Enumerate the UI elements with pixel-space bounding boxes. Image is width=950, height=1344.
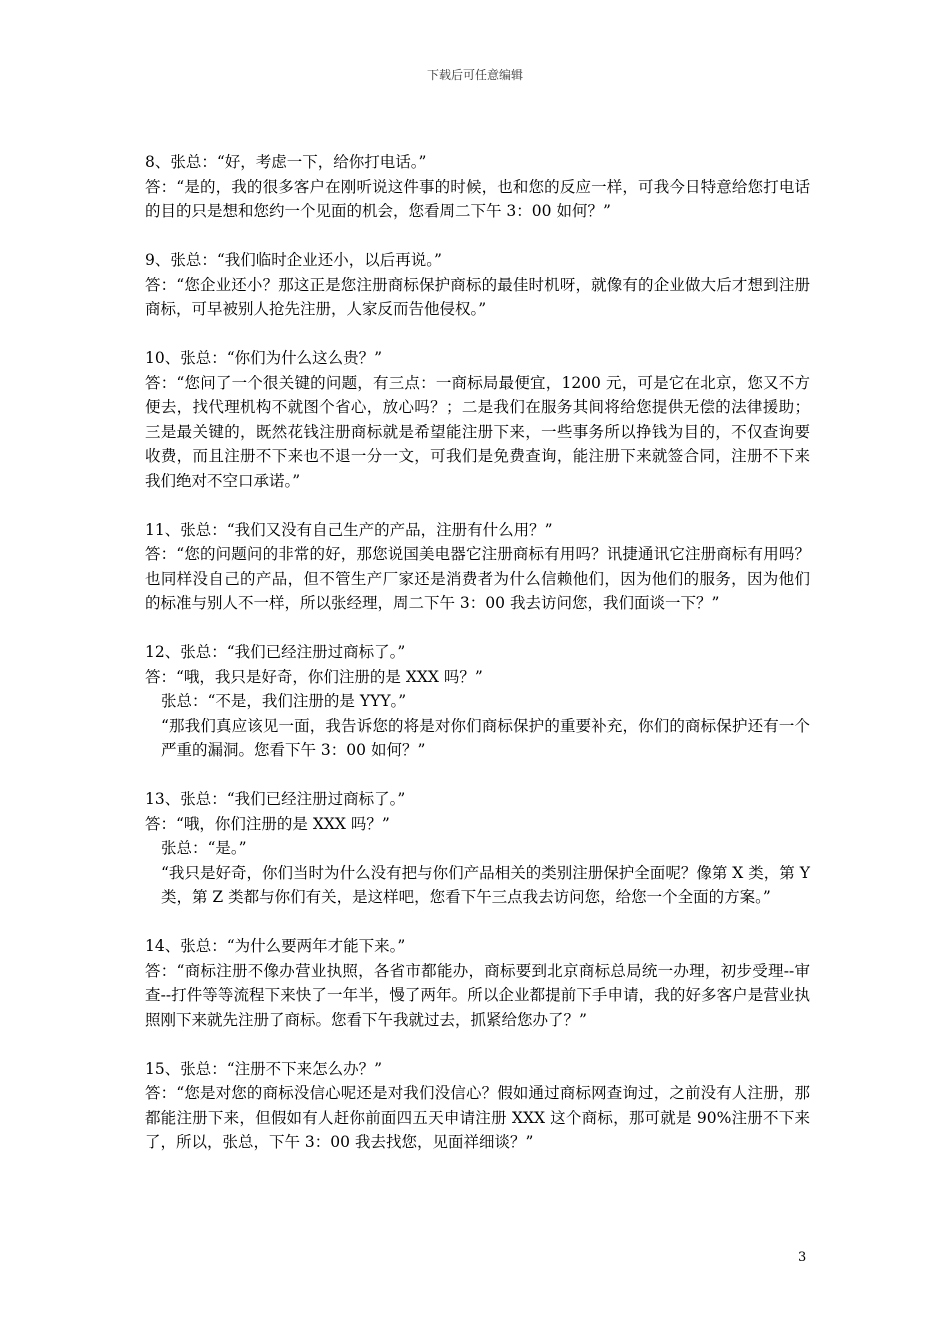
answer-line: 答：“是的，我的很多客户在刚听说这件事的时候，也和您的反应一样，可我今日特意给您打电话的目的只是想和您约一个见面的机会，您看周二下午 3：00 如何？” [145,177,810,220]
answer-line: “那我们真应该见一面，我告诉您的将是对你们商标保护的重要补充，你们的商标保护还有一个严重的漏洞。您看下午 3：00 如何？” [161,716,810,759]
qa-section [145,150,810,224]
answer-line: 张总：“是。” [161,839,247,857]
answer-line: 答：“您的问题问的非常的好，那您说国美电器它注册商标有用吗？讯捷通讯它注册商标有用吗？也同样没自己的产品，但不管生产厂家还是消费者为什么信赖他们，因为他们的服务，因为他们的标准与别人不一样，所以张经理，周二下午 3：00 我去访问您，我们面谈一下？” [145,545,810,612]
qa-section [145,1057,810,1155]
qa-section [145,787,810,910]
answer-line: 答：“您问了一个很关键的问题，有三点：一商标局最便宜，1200 元，可是它在北京，您又不方便去，找代理机构不就图个省心，放心吗？；二是我们在服务其间将给您提供无偿的法律援助；三是最关键的，既然花钱注册商标就是希望能注册下来，一些事务所以挣钱为目的，不仅查询要收费，而且注册不下来也不退一分一文，可我们是免费查询，能注册下来就签合同，注册不下来我们绝对不空口承诺。” [145,373,810,490]
question-line: 15、张总：“注册不下来怎么办？” [145,1059,383,1078]
qa-section [145,248,810,322]
question-line: 13、张总：“我们已经注册过商标了。” [145,790,406,808]
document-body [145,150,810,1179]
qa-section [145,640,810,763]
qa-section [145,518,810,616]
answer-line: “我只是好奇，你们当时为什么没有把与你们产品相关的类别注册保护全面呢？像第 X 类，第 Y 类，第 Z 类都与你们有关，是这样吧，您看下午三点我去访问您，给您一个全面的方案。” [161,863,810,906]
answer-line: 答：“商标注册不像办营业执照，各省市都能办，商标要到北京商标总局统一办理，初步受理--审查--打件等等流程下来快了一年半，慢了两年。所以企业都提前下手申请，我的好多客户是营业执照刚下来就先注册了商标。您看下午我就过去，抓紧给您办了？” [145,961,810,1029]
qa-section [145,934,810,1032]
question-line: 10、张总：“你们为什么这么贵？” [145,349,383,367]
question-line: 9、张总：“我们临时企业还小，以后再说。” [145,251,442,269]
question-line: 11、张总：“我们又没有自己生产的产品，注册有什么用？” [145,520,553,539]
qa-section [145,346,810,493]
answer-line: 答：“您是对您的商标没信心呢还是对我们没信心？假如通过商标网查询过，之前没有人注册，那都能注册下来，但假如有人赶你前面四五天申请注册 XXX 这个商标，那可就是 90%注册不下来了，所以，张总，下午 3：00 我去找您，见面祥细谈？” [145,1084,810,1151]
answer-line: 答：“哦，我只是好奇，你们注册的是 XXX 吗？” [145,667,483,686]
page-header: 下载后可任意编辑 [426,68,523,82]
answer-line: 答：“您企业还小？那这正是您注册商标保护商标的最佳时机呀，就像有的企业做大后才想到注册商标，可早被别人抢先注册，人家反而告他侵权。” [145,275,810,318]
question-line: 14、张总：“为什么要两年才能下来。” [145,937,406,955]
answer-line: 张总：“不是，我们注册的是 YYY。” [161,692,407,710]
answer-line: 答：“哦，你们注册的是 XXX 吗？” [145,814,390,833]
question-line: 12、张总：“我们已经注册过商标了。” [145,643,406,661]
page-number: 3 [798,1250,807,1265]
question-line: 8、张总：“好，考虑一下，给你打电话。” [145,153,427,171]
